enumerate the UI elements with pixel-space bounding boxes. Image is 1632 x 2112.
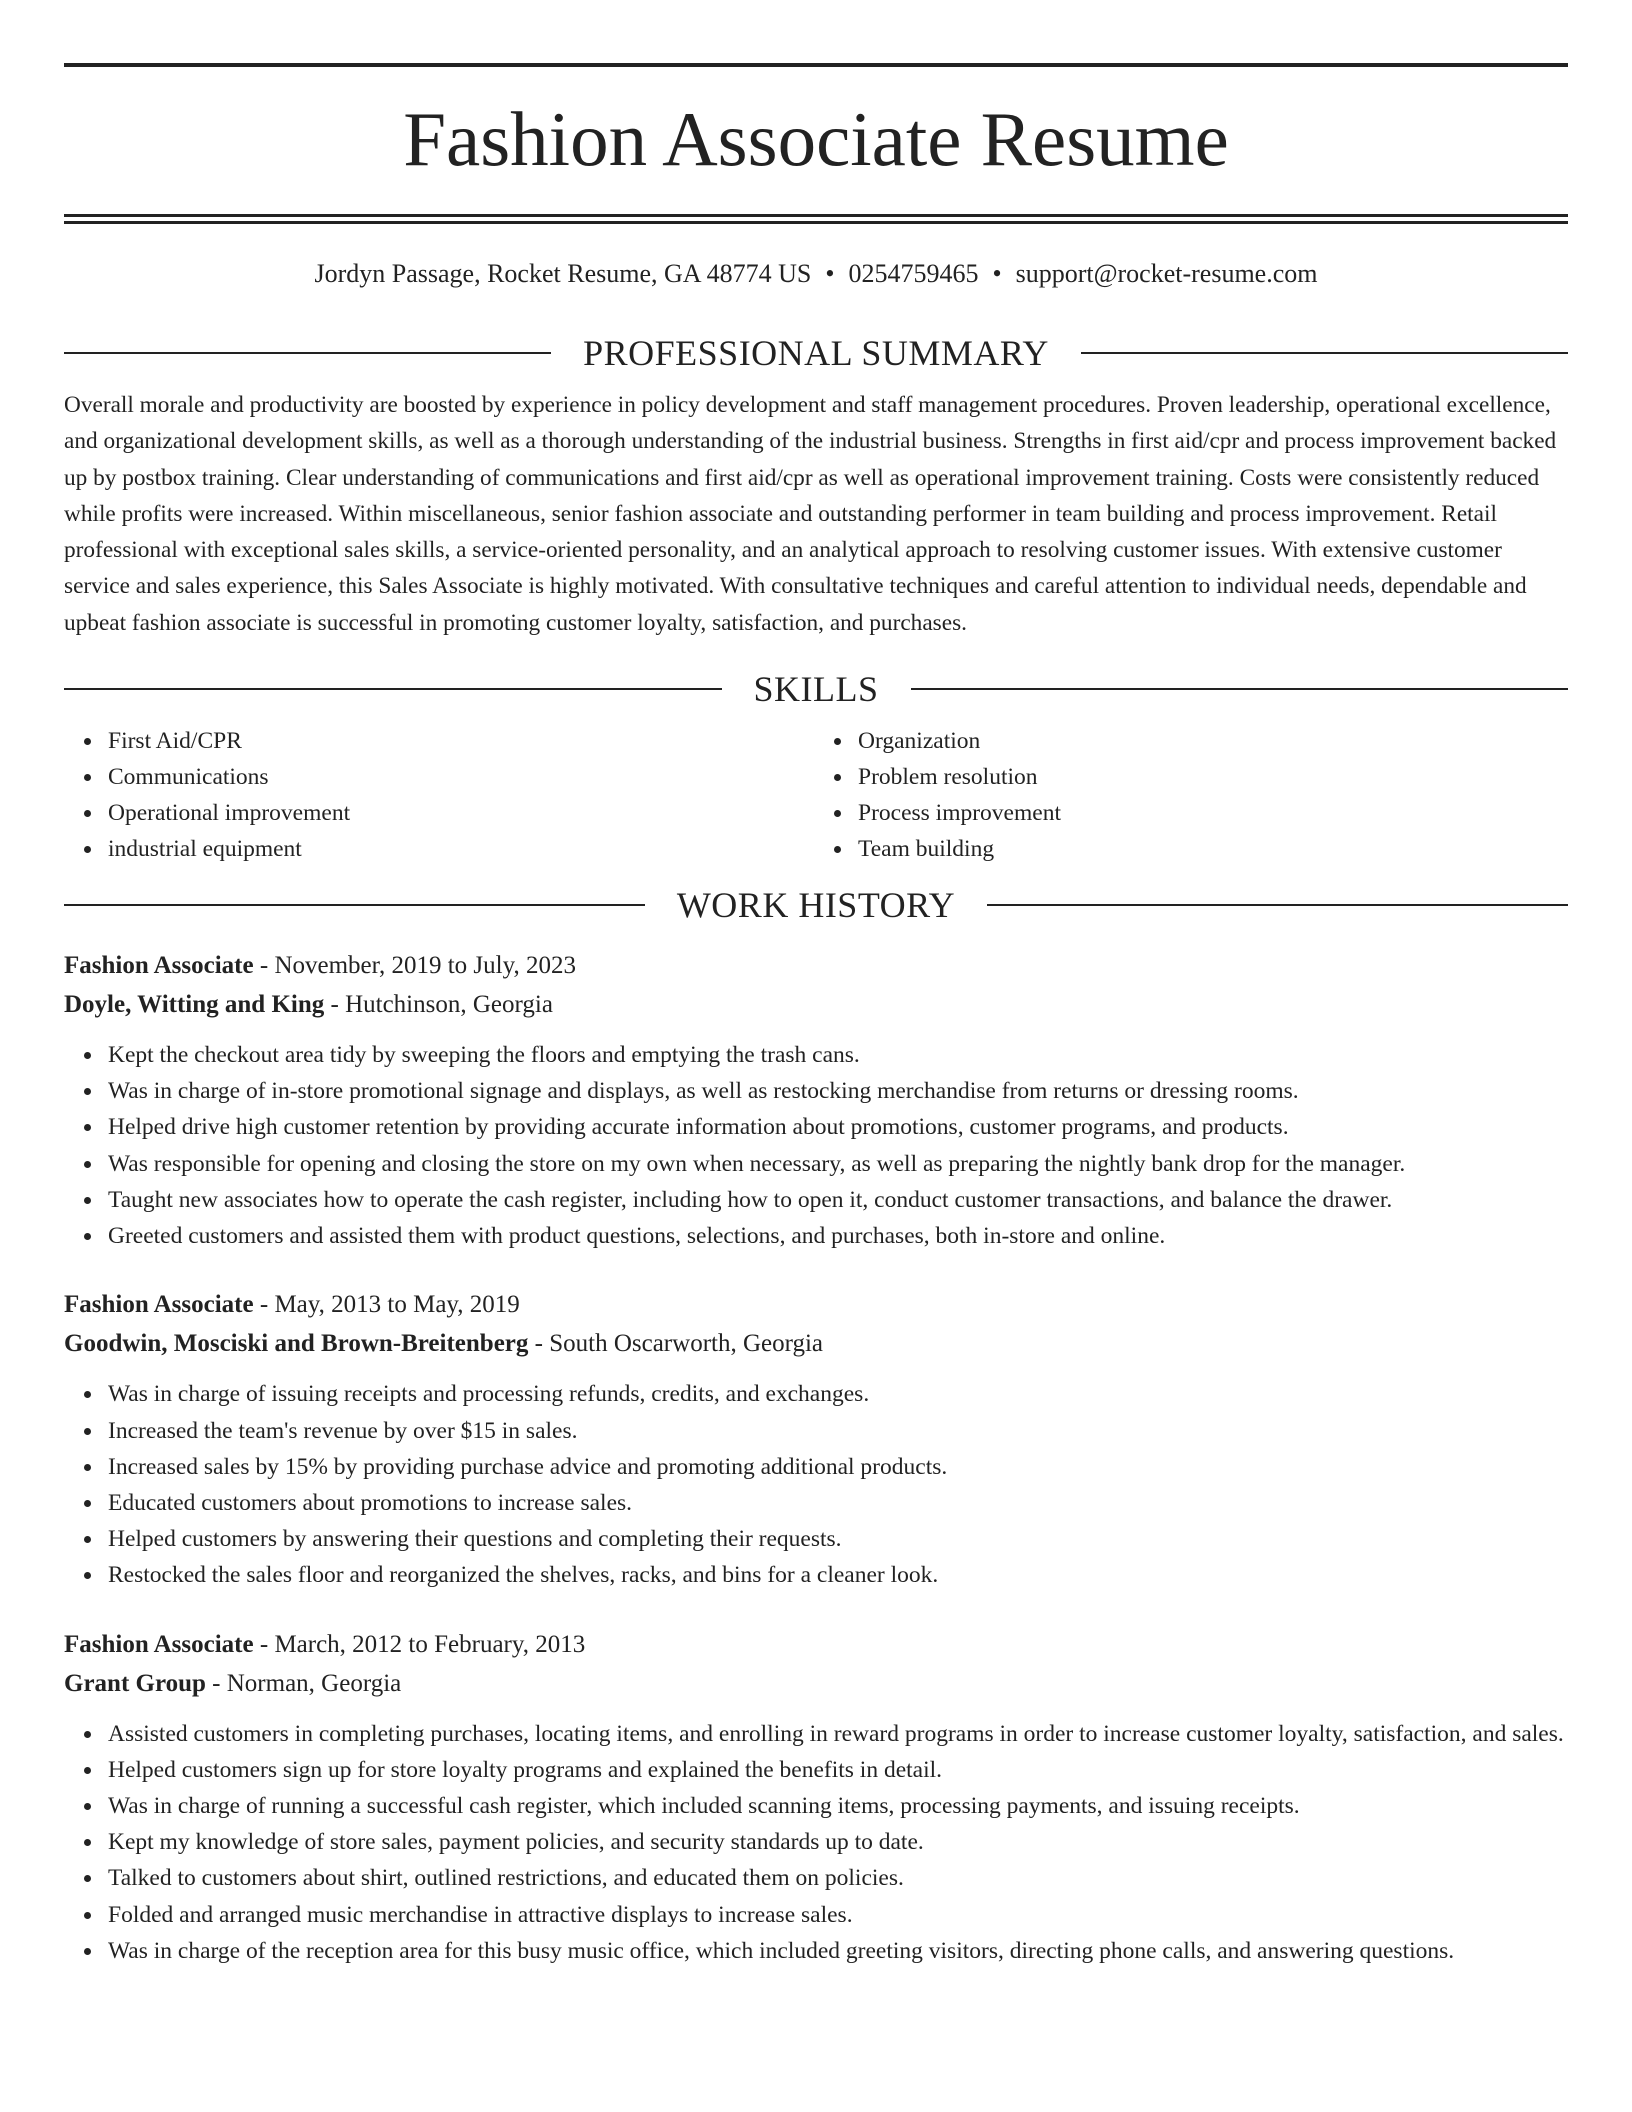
job-bullet: Assisted customers in completing purchases, locating items, and enrolling in reward programs in order to increase customer loyalty, satisfaction, and sales. bbox=[108, 1716, 1568, 1752]
job-bullet: Helped drive high customer retention by providing accurate information about promotions, customer programs, and products. bbox=[108, 1109, 1568, 1145]
professional-summary: Overall morale and productivity are boosted by experience in policy development and staff management procedures. Proven leadership, operational excellence, and organizational development skills, as well as a thorough understanding of the industrial business. Strengths in first aid/cpr and process improvement backed up by postbox training. Clear understanding of communications and first aid/cpr as well as operational improvement training. Costs were consistently reduced while profits were increased. Within miscellaneous, senior fashion associate and outstanding performer in team building and process improvement. Retail professional with exceptional sales skills, a service-oriented personality, and an analytical approach to resolving customer issues. With extensive customer service and sales experience, this Sales Associate is highly motivated. With consultative techniques and careful attention to individual needs, dependable and upbeat fashion associate is successful in promoting customer loyalty, satisfaction, and purchases. bbox=[64, 392, 1557, 636]
job-company-line: Doyle, Witting and King - Hutchinson, Georgia bbox=[64, 991, 553, 1019]
skill-item: Process improvement bbox=[858, 795, 1568, 831]
header-double-rule bbox=[64, 214, 1568, 224]
contact-line bbox=[64, 257, 1568, 291]
job-location: Norman, Georgia bbox=[226, 1669, 402, 1697]
job-dates: March, 2012 to February, 2013 bbox=[274, 1630, 586, 1658]
job-dates: November, 2019 to July, 2023 bbox=[274, 952, 576, 980]
heading-rule-right bbox=[987, 904, 1568, 906]
job-bullet: Was in charge of issuing receipts and processing refunds, credits, and exchanges. bbox=[108, 1376, 1568, 1412]
job-bullets bbox=[64, 1037, 1568, 1254]
job-bullet: Increased the team's revenue by over $15 in sales. bbox=[108, 1413, 1568, 1449]
job-title-line: Fashion Associate - November, 2019 to July, 2023 bbox=[64, 952, 576, 980]
skills-list bbox=[64, 723, 1568, 867]
skills-heading bbox=[64, 667, 1568, 711]
job-entry bbox=[64, 1285, 1568, 1593]
skills-column-left bbox=[64, 723, 816, 867]
job-bullet: Educated customers about promotions to increase sales. bbox=[108, 1485, 1568, 1521]
job-company-line: Grant Group - Norman, Georgia bbox=[64, 1669, 402, 1697]
job-title-line: Fashion Associate - March, 2012 to February, 2013 bbox=[64, 1630, 586, 1658]
job-role: Fashion Associate bbox=[64, 952, 254, 980]
heading-rule-right bbox=[911, 688, 1569, 690]
contact-email[interactable]: support@rocket-resume.com bbox=[1015, 259, 1318, 288]
job-location: South Oscarworth, Georgia bbox=[549, 1330, 824, 1358]
job-bullet: Folded and arranged music merchandise in attractive displays to increase sales. bbox=[108, 1897, 1568, 1933]
summary-heading-label: PROFESSIONAL SUMMARY bbox=[583, 333, 1049, 373]
contact-phone: 0254759465 bbox=[848, 259, 979, 288]
skill-item: Communications bbox=[108, 759, 816, 795]
job-bullet: Talked to customers about shirt, outlined restrictions, and educated them on policies. bbox=[108, 1860, 1568, 1896]
heading-rule-left bbox=[64, 904, 645, 906]
work-history-heading-label: WORK HISTORY bbox=[676, 885, 956, 926]
job-bullet: Was in charge of the reception area for this busy music office, which included greeting visitors, directing phone calls, and answering questions. bbox=[108, 1933, 1568, 1969]
contact-address: Jordyn Passage, Rocket Resume, GA 48774 US bbox=[314, 259, 812, 288]
job-role: Fashion Associate bbox=[64, 1291, 254, 1319]
job-dates: May, 2013 to May, 2019 bbox=[274, 1291, 520, 1319]
contact-separator: • bbox=[825, 259, 835, 288]
job-role: Fashion Associate bbox=[64, 1630, 254, 1658]
heading-rule-left bbox=[64, 352, 551, 354]
job-bullet: Kept the checkout area tidy by sweeping the floors and emptying the trash cans. bbox=[108, 1037, 1568, 1073]
job-bullet: Was in charge of in-store promotional signage and displays, as well as restocking merchandise from returns or dressing rooms. bbox=[108, 1073, 1568, 1109]
header-top-rule bbox=[64, 63, 1568, 67]
skill-item: Organization bbox=[858, 723, 1568, 759]
skill-item: Problem resolution bbox=[858, 759, 1568, 795]
job-bullet: Helped customers sign up for store loyalty programs and explained the benefits in detail. bbox=[108, 1752, 1568, 1788]
summary-heading bbox=[64, 331, 1568, 375]
skill-item: Operational improvement bbox=[108, 795, 816, 831]
job-bullet: Helped customers by answering their questions and completing their requests. bbox=[108, 1521, 1568, 1557]
job-bullet: Kept my knowledge of store sales, payment policies, and security standards up to date. bbox=[108, 1824, 1568, 1860]
job-entry bbox=[64, 946, 1568, 1254]
skill-item: Team building bbox=[858, 831, 1568, 867]
job-bullets bbox=[64, 1376, 1568, 1593]
resume-title: Fashion Associate Resume bbox=[403, 96, 1229, 182]
job-bullets bbox=[64, 1716, 1568, 1969]
skills-heading-label: SKILLS bbox=[753, 669, 879, 710]
job-bullet: Increased sales by 15% by providing purchase advice and promoting additional products. bbox=[108, 1449, 1568, 1485]
job-bullet: Was in charge of running a successful cash register, which included scanning items, processing payments, and issuing receipts. bbox=[108, 1788, 1568, 1824]
resume-page bbox=[64, 0, 1568, 1969]
job-company: Grant Group bbox=[64, 1669, 206, 1697]
job-company-line: Goodwin, Mosciski and Brown-Breitenberg - South Oscarworth, Georgia bbox=[64, 1330, 824, 1358]
job-company: Goodwin, Mosciski and Brown-Breitenberg bbox=[64, 1330, 529, 1358]
job-location: Hutchinson, Georgia bbox=[345, 991, 553, 1019]
job-bullet: Greeted customers and assisted them with product questions, selections, and purchases, both in-store and online. bbox=[108, 1218, 1568, 1254]
job-bullet: Taught new associates how to operate the cash register, including how to open it, conduct customer transactions, and balance the drawer. bbox=[108, 1182, 1568, 1218]
work-history-heading bbox=[64, 883, 1568, 927]
skill-item: First Aid/CPR bbox=[108, 723, 816, 759]
job-bullet: Restocked the sales floor and reorganized the shelves, racks, and bins for a cleaner look. bbox=[108, 1557, 1568, 1593]
heading-rule-right bbox=[1081, 352, 1568, 354]
heading-rule-left bbox=[64, 688, 722, 690]
job-entry bbox=[64, 1625, 1568, 1969]
contact-separator: • bbox=[992, 259, 1002, 288]
skill-item: industrial equipment bbox=[108, 831, 816, 867]
skills-column-right bbox=[816, 723, 1568, 867]
job-bullet: Was responsible for opening and closing the store on my own when necessary, as well as preparing the nightly bank drop for the manager. bbox=[108, 1146, 1568, 1182]
job-company: Doyle, Witting and King bbox=[64, 991, 325, 1019]
job-title-line: Fashion Associate - May, 2013 to May, 2019 bbox=[64, 1291, 520, 1319]
